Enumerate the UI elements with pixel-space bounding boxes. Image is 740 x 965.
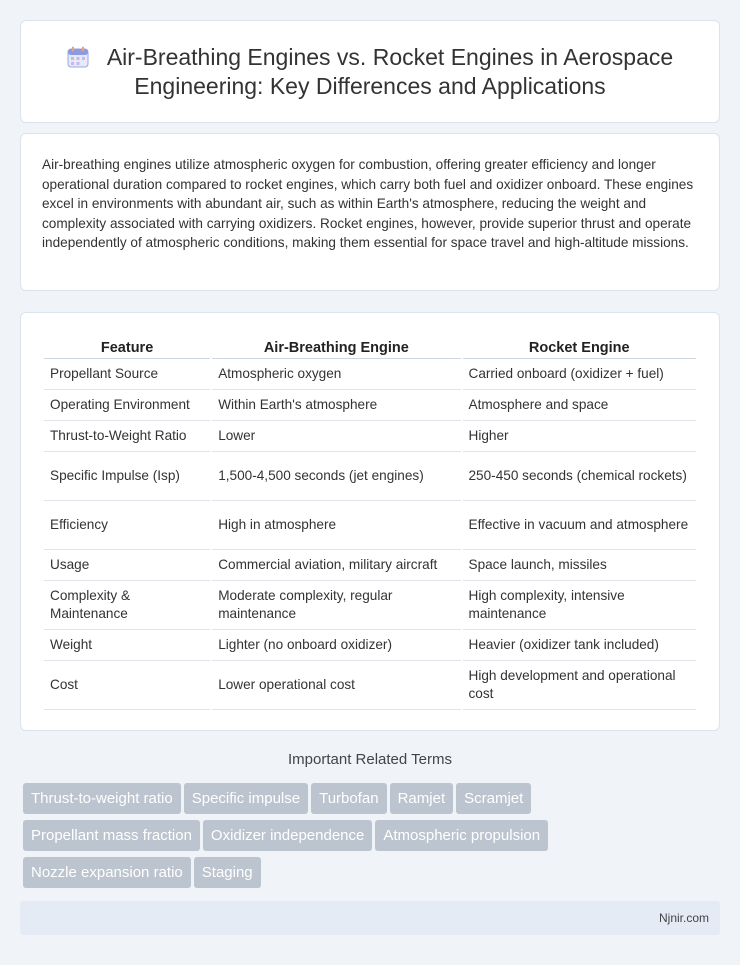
summary-paragraph: Air-breathing engines utilize atmospheric oxygen for combustion, offering greater efficiency and longer operational duration compared to rocket engines, which carry both fuel and oxidizer onboard. These engines excel in environments with abundant air, such as within Earth's atmosphere, reducing the weight and complexity associated with carrying oxidizers. Rocket engines, however, provide superior thrust and operate independently of atmospheric conditions, making them essential for space travel and high-altitude missions.: [42, 157, 694, 250]
air-breathing-cell: 1,500-4,500 seconds (jet engines): [212, 452, 460, 501]
table-row: [44, 501, 696, 550]
table-row: [44, 550, 696, 581]
tag-scramjet[interactable]: Scramjet: [456, 783, 531, 814]
table-row: [44, 421, 696, 452]
calendar-icon: [67, 46, 89, 68]
rocket-cell: Carried onboard (oxidizer + fuel): [463, 359, 697, 390]
feature-cell: Weight: [44, 630, 210, 661]
header-feature: Feature: [44, 335, 210, 359]
feature-cell: Cost: [44, 661, 210, 710]
table-header-row: [44, 335, 696, 359]
rocket-cell: Atmosphere and space: [463, 390, 697, 421]
rocket-cell: High complexity, intensive maintenance: [463, 581, 697, 630]
rocket-cell: Heavier (oxidizer tank included): [463, 630, 697, 661]
feature-cell: Specific Impulse (Isp): [44, 452, 210, 501]
header-rocket: Rocket Engine: [463, 335, 697, 359]
rocket-cell: Space launch, missiles: [463, 550, 697, 581]
air-breathing-cell: Lighter (no onboard oxidizer): [212, 630, 460, 661]
feature-cell: Efficiency: [44, 501, 210, 550]
feature-cell: Usage: [44, 550, 210, 581]
tag-thrust-to-weight-ratio[interactable]: Thrust-to-weight ratio: [23, 783, 181, 814]
feature-cell: Complexity & Maintenance: [44, 581, 210, 630]
air-breathing-cell: Within Earth's atmosphere: [212, 390, 460, 421]
tag-ramjet[interactable]: Ramjet: [390, 783, 454, 814]
air-breathing-cell: Atmospheric oxygen: [212, 359, 460, 390]
tag-specific-impulse[interactable]: Specific impulse: [184, 783, 308, 814]
air-breathing-cell: Lower: [212, 421, 460, 452]
table-row: [44, 630, 696, 661]
footer-site-link[interactable]: Njnir.com: [658, 911, 709, 925]
tag-oxidizer-independence[interactable]: Oxidizer independence: [203, 820, 372, 851]
rocket-cell: Effective in vacuum and atmosphere: [463, 501, 697, 550]
feature-cell: Thrust-to-Weight Ratio: [44, 421, 210, 452]
table-row: [44, 452, 696, 501]
page-title-text: Air-Breathing Engines vs. Rocket Engines in Aerospace Engineering: Key Differences and Applications: [106, 44, 674, 99]
summary-card: [20, 133, 720, 291]
tag-nozzle-expansion-ratio[interactable]: Nozzle expansion ratio: [23, 857, 191, 888]
table-row: [44, 359, 696, 390]
title-card: [20, 20, 720, 123]
header-air-breathing: Air-Breathing Engine: [212, 335, 460, 359]
comparison-table: [42, 335, 698, 710]
air-breathing-cell: Lower operational cost: [212, 661, 460, 710]
related-terms-heading: Important Related Terms: [288, 751, 452, 768]
tag-row: [23, 783, 623, 820]
tag-row: [23, 857, 623, 894]
page-title: [21, 43, 719, 101]
feature-cell: Operating Environment: [44, 390, 210, 421]
tag-turbofan[interactable]: Turbofan: [311, 783, 386, 814]
air-breathing-cell: Commercial aviation, military aircraft: [212, 550, 460, 581]
table-row: [44, 581, 696, 630]
rocket-cell: 250-450 seconds (chemical rockets): [463, 452, 697, 501]
comparison-card: [20, 312, 720, 731]
tag-row: [23, 820, 623, 857]
title-wrap: [21, 43, 719, 101]
related-terms-list: [23, 783, 623, 894]
footer-bar: [20, 901, 720, 935]
tag-atmospheric-propulsion[interactable]: Atmospheric propulsion: [375, 820, 548, 851]
tag-propellant-mass-fraction[interactable]: Propellant mass fraction: [23, 820, 200, 851]
feature-cell: Propellant Source: [44, 359, 210, 390]
air-breathing-cell: High in atmosphere: [212, 501, 460, 550]
rocket-cell: Higher: [463, 421, 697, 452]
tag-staging[interactable]: Staging: [194, 857, 261, 888]
air-breathing-cell: Moderate complexity, regular maintenance: [212, 581, 460, 630]
rocket-cell: High development and operational cost: [463, 661, 697, 710]
table-row: [44, 390, 696, 421]
table-row: [44, 661, 696, 710]
